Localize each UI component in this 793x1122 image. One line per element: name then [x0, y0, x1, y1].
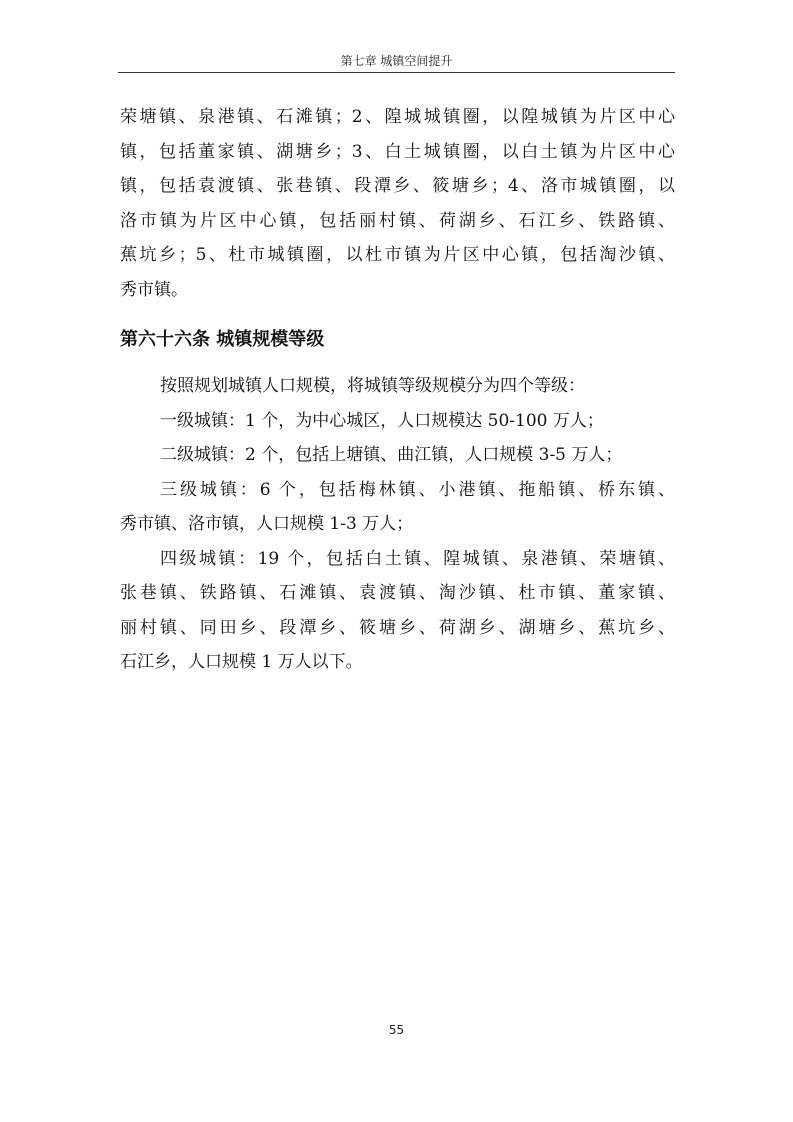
text-line: 洛市镇为片区中心镇，包括丽村镇、荷湖乡、石江乡、铁路镇、 [120, 210, 675, 231]
level-3-line: 三级城镇：6 个，包括梅林镇、小港镇、拖船镇、桥东镇、 [160, 479, 675, 500]
text-line: 镇，包括袁渡镇、张巷镇、段潭乡、筱塘乡；4、洛市城镇圈，以 [120, 176, 675, 196]
level-3-line: 秀市镇、洛市镇，人口规模 1-3 万人； [120, 514, 414, 534]
intro-line: 按照规划城镇人口规模，将城镇等级规模分为四个等级： [160, 376, 585, 396]
section-heading: 第六十六条 城镇规模等级 [120, 329, 325, 350]
level-4-line: 丽村镇、同田乡、段潭乡、筱塘乡、荷湖乡、湖塘乡、蕉坑乡、 [120, 617, 675, 638]
text-line: 蕉坑乡；5、杜市城镇圈，以杜市镇为片区中心镇，包括淘沙镇、 [120, 245, 675, 265]
paragraph-town-circles [120, 100, 675, 307]
text-line: 镇，包括董家镇、湖塘乡；3、白土城镇圈，以白土镇为片区中心 [120, 141, 675, 162]
header-rule [118, 72, 675, 73]
level-4-line: 石江乡，人口规模 1 万人以下。 [120, 652, 363, 672]
level-4-line: 四级城镇：19 个，包括白土镇、隍城镇、泉港镇、荣塘镇、 [160, 548, 675, 569]
running-header: 第七章 城镇空间提升 [340, 54, 453, 68]
level-1-line: 一级城镇：1 个，为中心城区，人口规模达 50-100 万人； [160, 410, 604, 431]
text-line: 荣塘镇、泉港镇、石滩镇；2、隍城城镇圈，以隍城镇为片区中心 [120, 107, 675, 127]
paragraph-town-levels [120, 369, 675, 680]
level-4-line: 张巷镇、铁路镇、石滩镇、袁渡镇、淘沙镇、杜市镇、董家镇、 [120, 583, 675, 603]
text-line: 秀市镇。 [120, 279, 188, 300]
level-2-line: 二级城镇：2 个，包括上塘镇、曲江镇，人口规模 3-5 万人； [160, 445, 623, 465]
page-number: 55 [388, 1023, 405, 1037]
